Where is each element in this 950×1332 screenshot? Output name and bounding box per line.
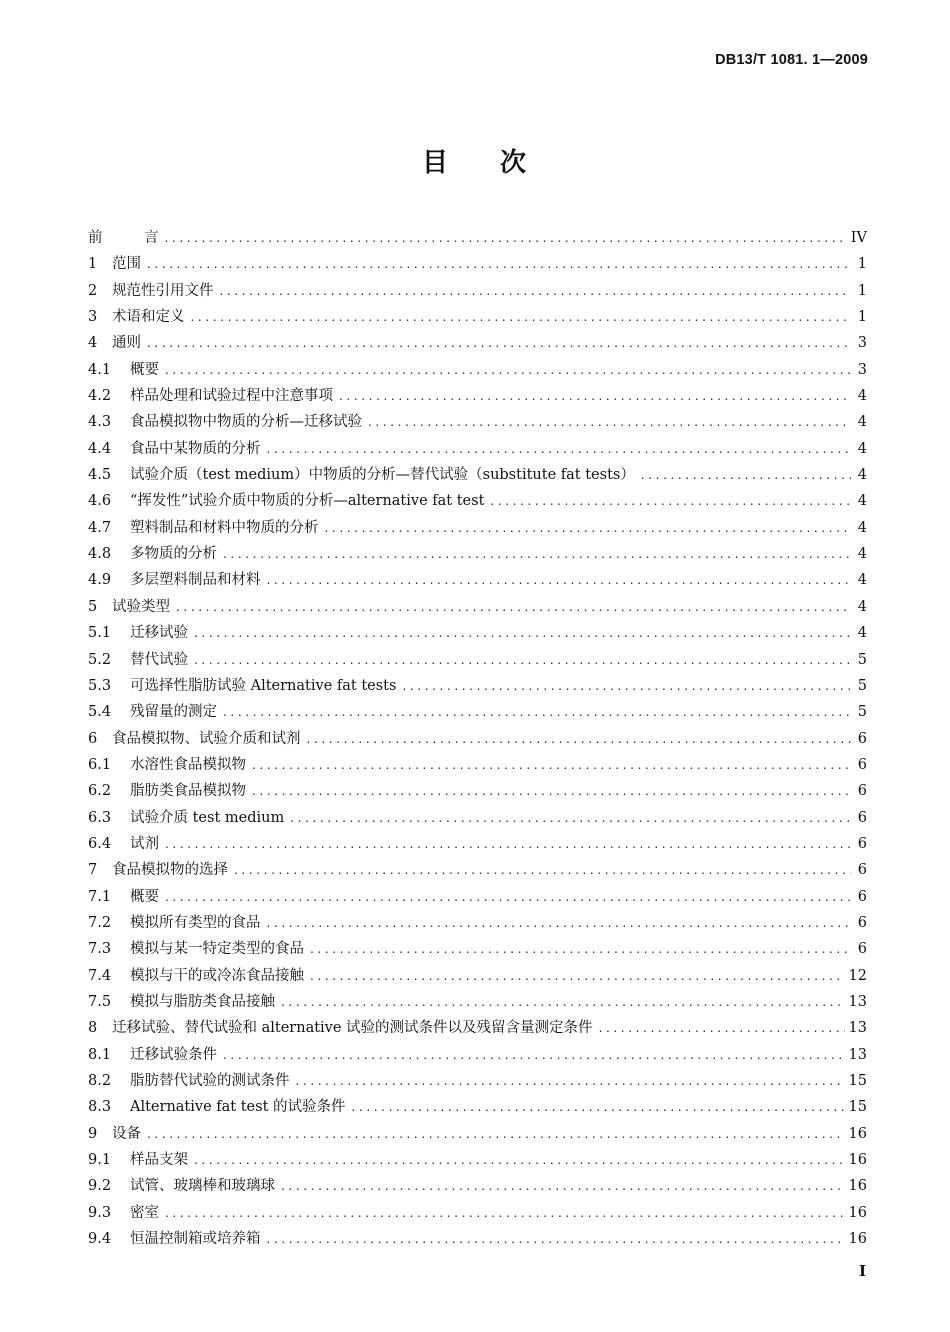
toc-entry-number: 5.2	[88, 651, 112, 668]
dot-leader	[296, 1068, 845, 1094]
dot-leader	[165, 357, 851, 383]
toc-entry[interactable]	[88, 1094, 867, 1120]
toc-entry-number: 3	[88, 309, 98, 326]
toc-entry-number: 4.7	[88, 519, 112, 536]
toc-entry-title: 样品处理和试验过程中注意事项	[130, 388, 333, 405]
toc-entry-number: 前	[88, 230, 103, 246]
toc-entry[interactable]	[88, 1068, 867, 1094]
toc-entry-page: 6	[857, 941, 867, 958]
toc-entry-page: 3	[857, 361, 867, 378]
dot-leader	[599, 1015, 845, 1041]
toc-entry[interactable]	[88, 436, 867, 462]
toc-entry-number: 4.4	[88, 440, 112, 457]
toc-entry[interactable]	[88, 567, 867, 593]
toc-entry-number: 6.3	[88, 809, 112, 826]
toc-entry-page: 4	[857, 467, 867, 484]
toc-entry-title: 模拟与脂肪类食品接触	[130, 993, 275, 1010]
toc-entry[interactable]	[88, 1226, 867, 1252]
dot-leader	[368, 409, 851, 435]
toc-entry-page: 1	[857, 256, 867, 273]
toc-entry-page: 5	[857, 704, 867, 721]
toc-entry[interactable]	[88, 251, 867, 277]
dot-leader	[281, 989, 845, 1015]
title-char-2: 次	[500, 148, 529, 178]
dot-leader	[252, 778, 851, 804]
toc-entry-title: 迁移试验条件	[130, 1046, 217, 1063]
toc-entry-page: 6	[857, 809, 867, 826]
toc-entry-number: 4.1	[88, 361, 112, 378]
toc-entry-number: 8	[88, 1020, 98, 1037]
toc-entry-title: 术语和定义	[112, 309, 185, 326]
toc-entry-number: 8.3	[88, 1099, 112, 1116]
toc-entry-page: 4	[857, 625, 867, 642]
toc-entry[interactable]	[88, 673, 867, 699]
dot-leader	[290, 805, 851, 831]
toc-entry-title: 迁移试验	[130, 625, 188, 642]
toc-entry-page: 6	[857, 835, 867, 852]
dot-leader	[223, 541, 851, 567]
toc-entry-number: 7.5	[88, 993, 112, 1010]
toc-entry-number: 8.2	[88, 1073, 112, 1089]
dot-leader	[402, 673, 851, 699]
toc-entry[interactable]	[88, 488, 867, 514]
toc-entry-page: 4	[857, 414, 867, 431]
dot-leader	[165, 884, 851, 910]
toc-entry-number: 4	[88, 335, 98, 352]
toc-entry-title: 残留量的测定	[130, 704, 217, 721]
toc-entry-number: 5.1	[88, 625, 112, 642]
dot-leader	[310, 963, 845, 989]
toc-entry-number: 5.4	[88, 704, 112, 721]
toc-entry-page: 3	[857, 335, 867, 352]
toc-entry-title: 试验介质 test medium	[130, 809, 285, 826]
toc-entry-title: 试验类型	[112, 598, 170, 615]
toc-entry-title: 可选择性脂肪试验 Alternative fat tests	[130, 677, 397, 694]
dot-leader	[194, 620, 851, 646]
toc-entry[interactable]	[88, 594, 867, 620]
toc-entry-number: 5	[88, 598, 98, 615]
toc-entry[interactable]	[88, 620, 867, 646]
toc-entry-page: 4	[857, 519, 867, 536]
dot-leader	[165, 225, 847, 251]
toc-entry[interactable]	[88, 1121, 867, 1147]
toc-entry-title: 言	[144, 230, 159, 246]
toc-entry-title: 概要	[130, 888, 159, 905]
toc-entry-page: 6	[857, 914, 867, 931]
toc-entry[interactable]	[88, 541, 867, 567]
toc-entry-number: 4.5	[88, 467, 112, 484]
dot-leader	[165, 1200, 845, 1226]
page-number: I	[858, 1262, 866, 1280]
toc-entry[interactable]	[88, 752, 867, 778]
toc-entry[interactable]	[88, 778, 867, 804]
table-of-contents	[88, 225, 867, 1252]
toc-entry-number: 9	[88, 1125, 98, 1142]
toc-entry-page: 16	[848, 1125, 867, 1142]
toc-entry-number: 4.9	[88, 572, 112, 589]
toc-entry[interactable]	[88, 304, 867, 330]
toc-entry-page: 16	[848, 1231, 867, 1248]
toc-entry-page: 4	[857, 572, 867, 589]
toc-entry-title: 脂肪替代试验的测试条件	[130, 1073, 290, 1089]
toc-entry-number: 6.1	[88, 756, 112, 773]
toc-entry-number: 4.8	[88, 546, 112, 563]
toc-entry-number: 6.2	[88, 783, 112, 800]
toc-entry-page: 16	[848, 1178, 867, 1195]
dot-leader	[194, 647, 851, 673]
dot-leader	[490, 488, 851, 514]
dot-leader	[641, 462, 851, 488]
toc-entry-page: 1	[857, 282, 867, 299]
toc-entry-number: 7.1	[88, 888, 112, 905]
dot-leader	[147, 1121, 845, 1147]
toc-entry-title: 食品模拟物、试验介质和试剂	[112, 730, 301, 747]
toc-entry-title: 通则	[112, 335, 141, 352]
toc-entry[interactable]	[88, 1015, 867, 1041]
toc-entry[interactable]	[88, 1200, 867, 1226]
toc-entry[interactable]	[88, 805, 867, 831]
toc-entry[interactable]	[88, 409, 867, 435]
dot-leader	[281, 1173, 845, 1199]
toc-entry-page: 13	[848, 993, 867, 1010]
toc-entry-number: 9.4	[88, 1231, 112, 1248]
toc-entry-number: 6	[88, 730, 98, 747]
toc-entry-number: 9.3	[88, 1204, 112, 1221]
toc-entry-page: 4	[857, 598, 867, 615]
toc-entry-number: 5.3	[88, 677, 112, 694]
toc-entry-title: 迁移试验、替代试验和 alternative 试验的测试条件以及残留含量测定条件	[112, 1020, 593, 1037]
toc-entry[interactable]	[88, 963, 867, 989]
toc-entry-title: 食品中某物质的分析	[130, 440, 261, 457]
dot-leader	[223, 1042, 845, 1068]
toc-entry[interactable]	[88, 278, 867, 304]
toc-entry[interactable]	[88, 462, 867, 488]
toc-entry-page: 6	[857, 862, 867, 879]
toc-entry-number: 4.2	[88, 388, 112, 405]
dot-leader	[267, 910, 852, 936]
dot-leader	[147, 251, 851, 277]
toc-entry[interactable]	[88, 726, 867, 752]
toc-entry-title: 脂肪类食品模拟物	[130, 783, 246, 800]
toc-entry-title: 多层塑料制品和材料	[130, 572, 261, 589]
toc-entry[interactable]	[88, 357, 867, 383]
toc-entry-title: 食品模拟物中物质的分析—迁移试验	[130, 414, 362, 431]
toc-entry-number: 4.6	[88, 493, 112, 510]
toc-entry-number: 7.3	[88, 941, 112, 958]
toc-entry-number: 1	[88, 256, 98, 273]
dot-leader	[267, 567, 852, 593]
toc-entry-page: 6	[857, 783, 867, 800]
dot-leader	[234, 857, 851, 883]
dot-leader	[352, 1094, 845, 1120]
dot-leader	[194, 1147, 845, 1173]
toc-entry-title: 多物质的分析	[130, 546, 217, 563]
toc-entry-page: 4	[857, 493, 867, 510]
toc-entry-title: 试剂	[130, 835, 159, 852]
toc-entry-title: Alternative fat test 的试验条件	[130, 1099, 346, 1116]
toc-entry[interactable]	[88, 831, 867, 857]
dot-leader	[165, 831, 851, 857]
toc-entry-title: 样品支架	[130, 1152, 188, 1169]
toc-entry-page: IV	[850, 230, 867, 246]
toc-entry-number: 4.3	[88, 414, 112, 431]
page-title	[0, 142, 950, 179]
toc-entry-title: 模拟与某一特定类型的食品	[130, 941, 304, 958]
toc-entry-page: 6	[857, 730, 867, 747]
title-char-1: 目	[421, 148, 450, 178]
toc-entry-title: 模拟所有类型的食品	[130, 914, 261, 931]
toc-entry-title: 范围	[112, 256, 141, 273]
toc-entry-number: 2	[88, 282, 98, 299]
toc-entry-title: “挥发性”试验介质中物质的分析—alternative fat test	[130, 493, 485, 510]
dot-leader	[223, 699, 851, 725]
toc-entry-number: 7.4	[88, 967, 112, 984]
toc-entry[interactable]	[88, 330, 867, 356]
toc-entry[interactable]	[88, 1173, 867, 1199]
dot-leader	[176, 594, 851, 620]
toc-entry-title: 试验介质（test medium）中物质的分析—替代试验（substitute fat tests）	[130, 467, 635, 484]
dot-leader	[307, 726, 852, 752]
toc-entry-title: 密室	[130, 1204, 159, 1221]
toc-entry[interactable]	[88, 225, 867, 251]
toc-entry-number: 9.2	[88, 1178, 112, 1195]
toc-entry-title: 水溶性食品模拟物	[130, 756, 246, 773]
dot-leader	[310, 936, 851, 962]
toc-entry-number: 6.4	[88, 835, 112, 852]
toc-entry[interactable]	[88, 515, 867, 541]
toc-entry[interactable]	[88, 647, 867, 673]
document-code: DB13/T 1081. 1—2009	[715, 52, 868, 68]
dot-leader	[325, 515, 852, 541]
toc-entry-title: 试管、玻璃棒和玻璃球	[130, 1178, 275, 1195]
dot-leader	[339, 383, 851, 409]
toc-entry-number: 8.1	[88, 1046, 112, 1063]
toc-entry-page: 6	[857, 888, 867, 905]
toc-entry-title: 食品模拟物的选择	[112, 862, 228, 879]
toc-entry[interactable]	[88, 989, 867, 1015]
toc-entry-page: 5	[857, 677, 867, 694]
toc-entry-title: 模拟与干的或冷冻食品接触	[130, 967, 304, 984]
toc-entry-page: 1	[857, 309, 867, 326]
toc-entry[interactable]	[88, 910, 867, 936]
toc-entry-title: 设备	[112, 1125, 141, 1142]
toc-entry[interactable]	[88, 936, 867, 962]
toc-entry-page: 15	[848, 1099, 867, 1116]
toc-entry[interactable]	[88, 1147, 867, 1173]
toc-entry-page: 15	[848, 1073, 867, 1089]
toc-entry[interactable]	[88, 1042, 867, 1068]
toc-entry-number: 7	[88, 862, 98, 879]
toc-entry-page: 13	[848, 1046, 867, 1063]
toc-entry-page: 6	[857, 756, 867, 773]
toc-entry-page: 13	[848, 1020, 867, 1037]
toc-entry-title: 规范性引用文件	[112, 282, 214, 299]
toc-entry-title: 概要	[130, 361, 159, 378]
toc-entry[interactable]	[88, 857, 867, 883]
toc-entry-page: 4	[857, 546, 867, 563]
dot-leader	[267, 436, 852, 462]
toc-entry-number: 7.2	[88, 914, 112, 931]
toc-entry[interactable]	[88, 383, 867, 409]
toc-entry-page: 16	[848, 1204, 867, 1221]
toc-entry-page: 12	[848, 967, 867, 984]
toc-entry-title: 塑料制品和材料中物质的分析	[130, 519, 319, 536]
toc-entry-title: 替代试验	[130, 651, 188, 668]
toc-entry-title: 恒温控制箱或培养箱	[130, 1231, 261, 1248]
dot-leader	[267, 1226, 845, 1252]
toc-entry-page: 4	[857, 440, 867, 457]
dot-leader	[220, 278, 852, 304]
toc-entry-page: 4	[857, 388, 867, 405]
toc-entry-page: 5	[857, 651, 867, 668]
dot-leader	[252, 752, 851, 778]
toc-entry[interactable]	[88, 699, 867, 725]
toc-entry[interactable]	[88, 884, 867, 910]
dot-leader	[191, 304, 852, 330]
toc-entry-page: 16	[848, 1152, 867, 1169]
toc-entry-number: 9.1	[88, 1152, 112, 1169]
dot-leader	[147, 330, 851, 356]
